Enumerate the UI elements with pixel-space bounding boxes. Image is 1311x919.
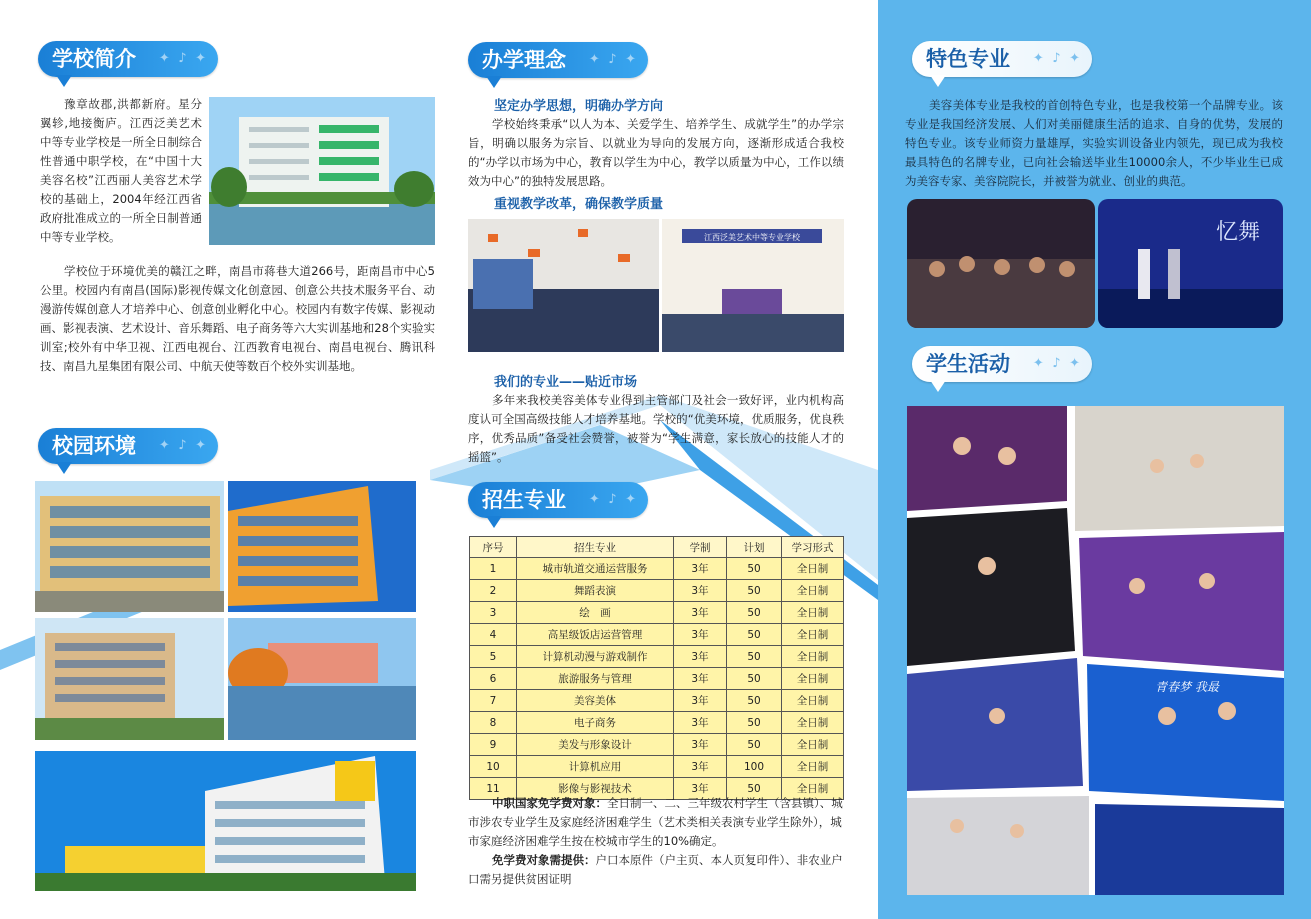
table-cell: 50 <box>727 734 782 756</box>
table-cell: 3年 <box>674 624 727 646</box>
tuition-note-2-label: 免学费对象需提供： <box>492 853 596 867</box>
table-cell: 全日制 <box>782 646 844 668</box>
table-cell: 全日制 <box>782 712 844 734</box>
table-row <box>470 668 844 690</box>
featured-paragraph: 美容美体专业是我校的首创特色专业，也是我校第一个品牌专业。该专业是我国经济发展、人们对美丽健康生活的追求、自身的优势，发展的特色专业。该专业师资力量雄厚，实验实训设备业内领先，现已成为我校最具特色的名牌专业，已向社会输送毕业生10000余人，不少毕业生已成为美容专家、美容院院长，并被誉为就业、创业的典范。 <box>905 98 1283 188</box>
table-cell: 绘 画 <box>517 602 674 624</box>
philosophy-subhead-2: 重视教学改革，确保教学质量 <box>494 197 664 212</box>
philosophy-subhead-3: 我们的专业——贴近市场 <box>494 375 638 390</box>
table-cell: 50 <box>727 712 782 734</box>
table-row <box>470 558 844 580</box>
table-cell: 3年 <box>674 580 727 602</box>
table-row <box>470 646 844 668</box>
campus-photo-3 <box>35 618 224 740</box>
stage-title-text: 忆舞 <box>1215 219 1261 244</box>
table-row <box>470 734 844 756</box>
table-cell: 50 <box>727 668 782 690</box>
table-cell: 50 <box>727 602 782 624</box>
tuition-note-2 <box>468 851 844 889</box>
table-cell: 美容美体 <box>517 690 674 712</box>
table-cell: 3年 <box>674 712 727 734</box>
table-cell: 5 <box>470 646 517 668</box>
table-row <box>470 690 844 712</box>
activities-title: 学生活动 ✦ ♪ ✦ <box>912 346 1092 382</box>
enrollment-table <box>469 536 844 800</box>
activity-stage-text: 青春梦 我最 <box>1155 680 1219 694</box>
header-cell: 计划 <box>727 537 782 558</box>
table-cell: 50 <box>727 558 782 580</box>
featured-title: 特色专业 ✦ ♪ ✦ <box>912 41 1092 77</box>
group-photo <box>662 219 844 352</box>
philosophy-paragraph-3: 多年来我校美容美体专业得到主管部门及社会一致好评，业内机构高度认可全国高级技能人才培养基地。学校的“优美环境，优质服务，优良秩序，优秀品质”备受社会赞誉，被誉为“学生满意，家长放心的技能人才的摇篮”。 <box>468 393 844 464</box>
table-cell: 100 <box>727 756 782 778</box>
table-row <box>470 602 844 624</box>
table-cell: 全日制 <box>782 734 844 756</box>
campus-photo-4 <box>228 618 416 740</box>
table-cell: 3年 <box>674 602 727 624</box>
table-cell: 3年 <box>674 756 727 778</box>
table-cell: 50 <box>727 580 782 602</box>
table-cell: 50 <box>727 646 782 668</box>
philosophy-title: 办学理念 ✦ ♪ ✦ <box>468 42 648 78</box>
table-row <box>470 624 844 646</box>
table-header-row <box>470 537 844 558</box>
table-cell: 美发与形象设计 <box>517 734 674 756</box>
intro-paragraph-1: 豫章故郡,洪都新府。星分翼轸,地接衡庐。江西泛美艺术中等专业学校是一所全日制综合性普通中职学校，在“中国十大美容名校”江西丽人美容艺术学校的基础上，2004年经江西省政府批准成立的一所全日制普通中等专业学校。 <box>40 97 202 244</box>
tuition-note-1-label: 中职国家免学费对象： <box>492 796 607 810</box>
table-row <box>470 712 844 734</box>
table-cell: 旅游服务与管理 <box>517 668 674 690</box>
activities-collage <box>907 406 1284 895</box>
table-cell: 全日制 <box>782 624 844 646</box>
tuition-note-1-text: 全日制一、二、三年级农村学生（含县镇）、城市涉农专业学生及家庭经济困难学生（艺术类相关表演专业学生除外），城市家庭经济困难学生按在校城市学生的10%确定。 <box>468 796 843 848</box>
table-cell: 高星级饭店运营管理 <box>517 624 674 646</box>
featured-photo-1 <box>907 199 1095 328</box>
intro-paragraph-2: 学校位于环境优美的赣江之畔，南昌市蒋巷大道266号，距南昌市中心5公里。校园内有南昌(国际)影视传媒文化创意园、创意公共技术服务平台、动漫游传媒创意人才培养中心、创意创业孵化中心。校园内有数字传媒、影视动画、影视表演、艺术设计、音乐舞蹈、电子商务等六大实训基地和28个实验实训室;校外有中华卫视、江西电视台、江西教育电视台、南昌电视台、腾讯科技、南昌九星集团有限公司、中航天使等数百个校外实训基地。 <box>40 264 435 373</box>
table-cell: 3年 <box>674 778 727 800</box>
table-cell: 4 <box>470 624 517 646</box>
table-cell: 计算机应用 <box>517 756 674 778</box>
campus-photo-1 <box>35 481 224 612</box>
table-cell: 全日制 <box>782 668 844 690</box>
table-cell: 8 <box>470 712 517 734</box>
table-cell: 7 <box>470 690 517 712</box>
table-cell: 计算机动漫与游戏制作 <box>517 646 674 668</box>
table-cell: 3年 <box>674 690 727 712</box>
campus-photo-2 <box>228 481 416 612</box>
table-cell: 3 <box>470 602 517 624</box>
table-cell: 城市轨道交通运营服务 <box>517 558 674 580</box>
table-cell: 全日制 <box>782 580 844 602</box>
table-cell: 全日制 <box>782 690 844 712</box>
school-building-photo <box>209 97 435 245</box>
philosophy-subhead-1: 坚定办学思想，明确办学方向 <box>494 99 664 114</box>
campus-title: 校园环境 ✦ ♪ ✦ <box>38 428 218 464</box>
header-cell: 学制 <box>674 537 727 558</box>
table-cell: 3年 <box>674 646 727 668</box>
table-cell: 3年 <box>674 668 727 690</box>
tuition-note-1 <box>468 794 844 851</box>
table-row <box>470 756 844 778</box>
table-cell: 1 <box>470 558 517 580</box>
table-cell: 3年 <box>674 558 727 580</box>
header-cell: 招生专业 <box>517 537 674 558</box>
table-cell: 全日制 <box>782 756 844 778</box>
table-cell: 50 <box>727 690 782 712</box>
table-cell: 6 <box>470 668 517 690</box>
header-cell: 学习形式 <box>782 537 844 558</box>
table-cell: 9 <box>470 734 517 756</box>
table-cell: 50 <box>727 778 782 800</box>
table-cell: 影像与影视技术 <box>517 778 674 800</box>
table-cell: 全日制 <box>782 778 844 800</box>
banner-text: 江西泛美艺术中等专业学校 <box>704 233 800 242</box>
table-cell: 舞蹈表演 <box>517 580 674 602</box>
table-cell: 3年 <box>674 734 727 756</box>
graduation-photo <box>468 219 659 352</box>
philosophy-paragraph-1: 学校始终秉承“以人为本、关爱学生、培养学生、成就学生”的办学宗旨，明确以服务为宗旨、以就业为导向的发展方向，逐渐形成适合我校的“办学以市场为中心，教育以学生为中心，教学以质量为中心，工作以绩效为中心”的独特发展思路。 <box>468 117 844 188</box>
intro-title: 学校简介 ✦ ♪ ✦ <box>38 41 218 77</box>
table-cell: 2 <box>470 580 517 602</box>
tuition-note-2-text: 户口本原件（户主页、本人页复印件）、非农业户口需另提供贫困证明 <box>468 853 843 886</box>
table-cell: 10 <box>470 756 517 778</box>
header-cell: 序号 <box>470 537 517 558</box>
featured-photo-2 <box>1098 199 1283 328</box>
table-cell: 电子商务 <box>517 712 674 734</box>
enroll-title: 招生专业 ✦ ♪ ✦ <box>468 482 648 518</box>
campus-photo-5 <box>35 751 416 891</box>
table-row <box>470 580 844 602</box>
table-cell: 50 <box>727 624 782 646</box>
table-cell: 全日制 <box>782 602 844 624</box>
table-cell: 全日制 <box>782 558 844 580</box>
table-cell: 11 <box>470 778 517 800</box>
